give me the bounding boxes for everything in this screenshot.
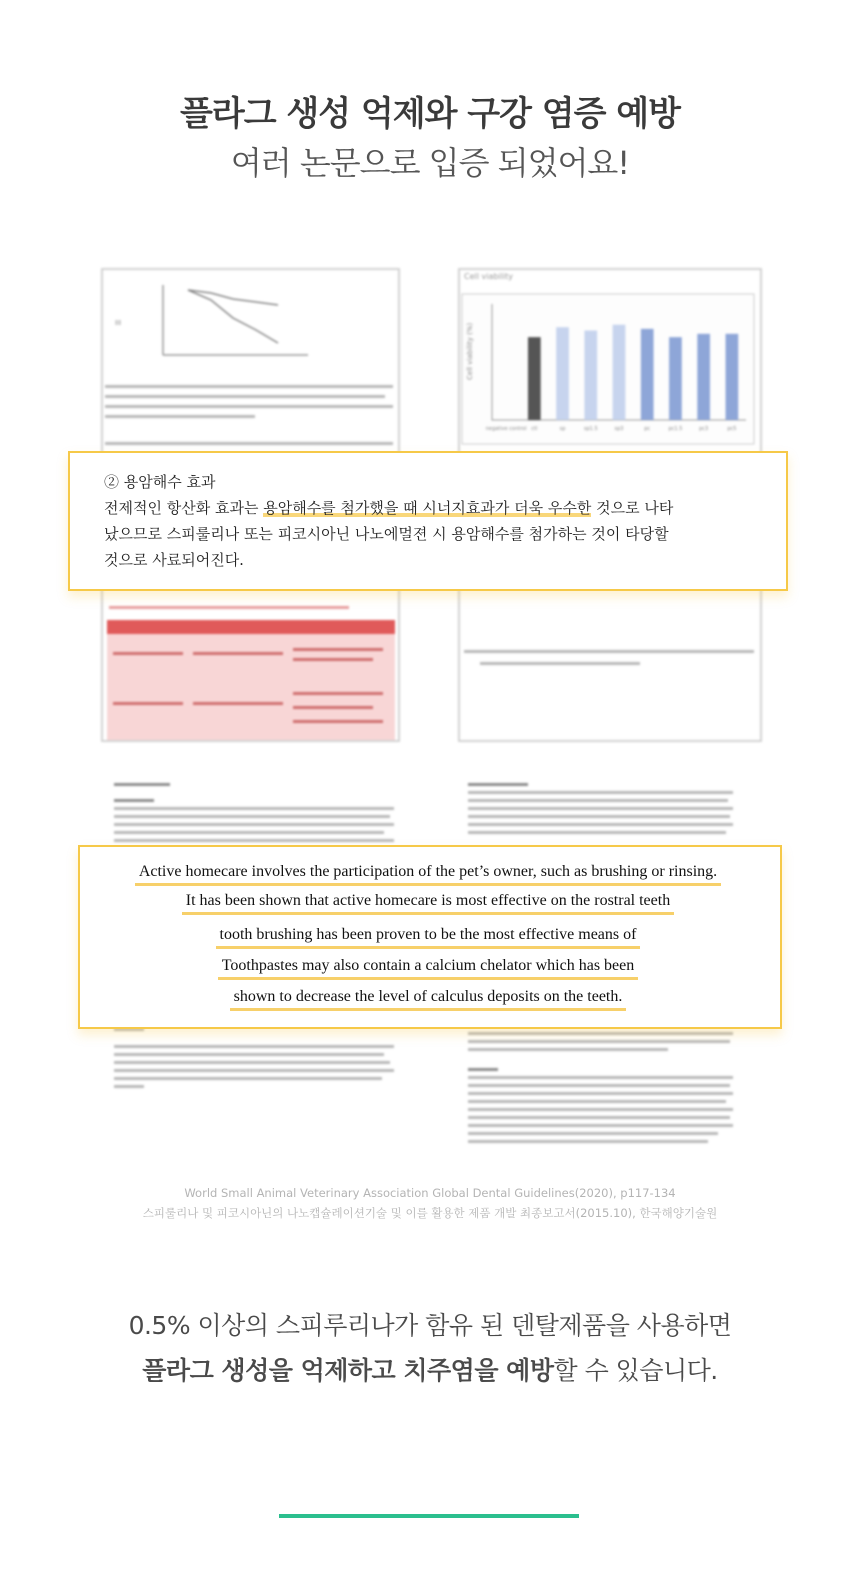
conclusion-line-1: 0.5% 이상의 스피루리나가 함유 된 덴탈제품을 사용하면 [128, 1311, 732, 1340]
chart-title: Cell viability [464, 272, 513, 281]
headline-subtitle: 여러 논문으로 입증 되었어요! [230, 144, 630, 182]
cell-viability-chart [460, 270, 760, 450]
source-citation-1: World Small Animal Veterinary Association Global Dental Guidelines(2020), p117-134 [184, 1186, 676, 1200]
chart-tick-label: sp3 [614, 426, 624, 432]
chart-tick-label: sp1.5 [583, 426, 598, 432]
quote-en-line: It has been shown that active homecare is most effective on the rostral teeth [80, 892, 776, 910]
quote-line-3: 것으로 사료되어진다. [104, 551, 244, 569]
quote-en-line: Active homecare involves the participation of the pet’s owner, such as brushing or rinsing. [80, 863, 776, 881]
english-quote-callout [78, 845, 782, 1029]
bottom-accent-bar [279, 1514, 579, 1518]
chart-bar-sp3 [613, 325, 626, 420]
conclusion-emphasis: 플라그 생성을 억제하고 치주염을 예방 [142, 1356, 554, 1385]
quote-en-line: shown to decrease the level of calculus deposits on the teeth. [80, 988, 776, 1006]
quote-en-line: tooth brushing has been proven to be the most effective means of [80, 926, 776, 944]
chart-bar-pc3 [697, 334, 710, 420]
svg-text:III: III [115, 319, 122, 327]
chart-tick-label: pc [644, 426, 651, 432]
chart-tick-label: negative control [485, 426, 527, 432]
chart-tick-label: ctl [531, 426, 538, 432]
quote-line-1: 전제적인 항산화 효과는 용암해수를 첨가했을 때 시너지효과가 더욱 우수한 것으로 나타 [104, 499, 674, 517]
quote-heading: ② 용암해수 효과 [104, 473, 216, 491]
korean-quote-callout [68, 451, 788, 591]
conclusion-line-2: 플라그 생성을 억제하고 치주염을 예방할 수 있습니다. [142, 1356, 718, 1385]
chart-bar-sp1-5 [584, 331, 597, 420]
chart-bar-pc1-5 [669, 337, 682, 420]
chart-bar-sp [556, 327, 569, 420]
quote-en-line: Toothpastes may also contain a calcium chelator which has been [80, 957, 776, 975]
chart-tick-label: pc5 [727, 426, 737, 432]
chart-bar-pc [641, 329, 654, 420]
source-citation-2: 스피룰리나 및 피코시아닌의 나노캡슐레이션기술 및 이를 활용한 제품 개발 최종보고서(2015.10), 한국해양기술원 [142, 1206, 718, 1220]
line-graph-figure [103, 270, 398, 450]
chart-bar-ctl [528, 337, 541, 420]
chart-tick-label: pc3 [699, 426, 709, 432]
headline-title: 플라그 생성 억제와 구강 염증 예방 [180, 94, 680, 134]
quote-line-2: 났으므로 스피룰리나 또는 피코시아닌 나노에멀젼 시 용암해수를 첨가하는 것이 타당할 [104, 525, 669, 543]
quote-highlight: 용암해수를 첨가했을 때 시너지효과가 더욱 우수한 [263, 499, 592, 517]
chart-bar-pc5 [726, 334, 739, 420]
chart-tick-label: sp [559, 426, 566, 432]
chart-tick-label: pc1.5 [668, 426, 683, 432]
chart-ylabel: Cell viability (%) [466, 322, 474, 380]
